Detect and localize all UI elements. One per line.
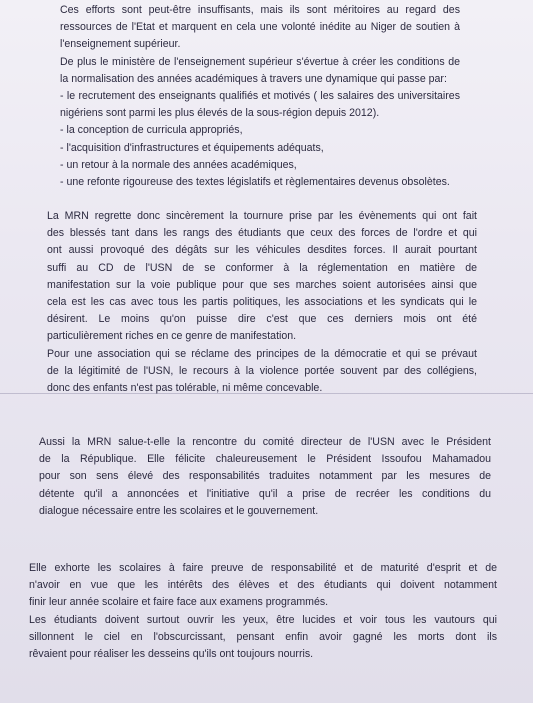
list-item: - un retour à la normale des années académiques, — [60, 158, 297, 171]
text-line: Les étudiants doivent surtout ouvrir les yeux, être lucides et voir tous les vautours qui — [29, 613, 497, 626]
paragraph-efforts-ministry — [60, 2, 460, 191]
text-line: Ces efforts sont peut-être insuffisants, mais ils sont méritoires au regard des — [60, 4, 460, 16]
text-line: Aussi la MRN salue-t-elle la rencontre du comité directeur de l'USN avec le Président — [39, 436, 491, 448]
text-line: ressources de l'Etat et marquent en cela une volonté inédite au Niger de soutien à — [60, 21, 460, 34]
text-line: de la légitimité de l'USN, le recours à la violence portée souvent par des collégiens, — [47, 364, 477, 377]
text-line: finir leur année scolaire et faire face aux examens programmés. — [29, 596, 329, 609]
text-line: n'avoir en vue que les intérêts des élèves et des étudiants qui doivent notamment — [29, 579, 497, 592]
text-line: désirent. Le moins qu'on puisse dire c'est que ces derniers mois ont été — [47, 313, 477, 326]
text-line: des blessés tant dans les rangs des étudiants que ceux des forces de l'ordre et qui — [47, 227, 477, 240]
text-line: Pour une association qui se réclame des principes de la démocratie et qui se prévaut — [47, 347, 477, 360]
text-line: - le recrutement des enseignants qualifiés et motivés ( les salaires des universitaires — [60, 90, 460, 103]
text-line: de la République. Elle félicite chaleureusement le Président Issoufou Mahamadou — [39, 453, 491, 466]
text-line: La MRN regrette donc sincèrement la tournure prise par les évènements qui ont fait — [47, 210, 477, 222]
text-line: cela est les cas avec tous les partis politiques, les associations et les syndicats qui le — [47, 296, 477, 309]
text-line: particulièrement riches en ce genre de manifestation. — [47, 330, 297, 343]
text-line: donc des enfants n'est pas tolérable, ni même concevable. — [47, 382, 323, 395]
text-line: la normalisation des années académiques à travers une dynamique qui passe par: — [60, 72, 447, 85]
paragraph-mrn-regret — [47, 208, 477, 397]
text-line: De plus le ministère de l'enseignement supérieur s'évertue à créer les conditions de — [60, 55, 460, 68]
text-line: pour son sens élevé des responsabilités traduites notamment par les mesures de — [39, 470, 491, 483]
list-item: - une refonte rigoureuse des textes législatifs et règlementaires devenus obsolètes. — [60, 176, 450, 189]
text-line: nigériens sont parmi les plus élevés de la sous-région depuis 2012). — [60, 107, 380, 120]
text-line: ont aussi provoqué des dégâts sur les véhicules desdites forces. Il aurait pourtant — [47, 244, 477, 257]
text-line: détente qu'il a annoncées et l'initiative qu'il a prise de recréer les conditions du — [39, 487, 491, 500]
text-line: sillonnent le ciel en l'obscurcissant, pensant enfin avoir gagné les morts dont ils — [29, 630, 497, 643]
text-line: suffi au CD de l'USN de se conformer à la réglementation en matière de — [47, 261, 477, 274]
list-item: - l'acquisition d'infrastructures et équipements adéquats, — [60, 141, 324, 154]
paragraph-mrn-salutes — [39, 434, 491, 520]
text-line: dialogue nécessaire entre les scolaires et le gouvernement. — [39, 504, 319, 517]
text-line: rêvaient pour réaliser les desseins qu'ils ont toujours nourris. — [29, 648, 314, 661]
text-line: l'enseignement supérieur. — [60, 38, 181, 51]
text-line: manifestation sur la voie publique pour que ses marches soient autorisées ainsi que — [47, 278, 477, 291]
text-line: Elle exhorte les scolaires à faire preuve de responsabilité et de maturité d'esprit et de — [29, 562, 497, 574]
paragraph-exhortation — [29, 560, 497, 663]
list-item: - la conception de curricula appropriés, — [60, 124, 243, 137]
